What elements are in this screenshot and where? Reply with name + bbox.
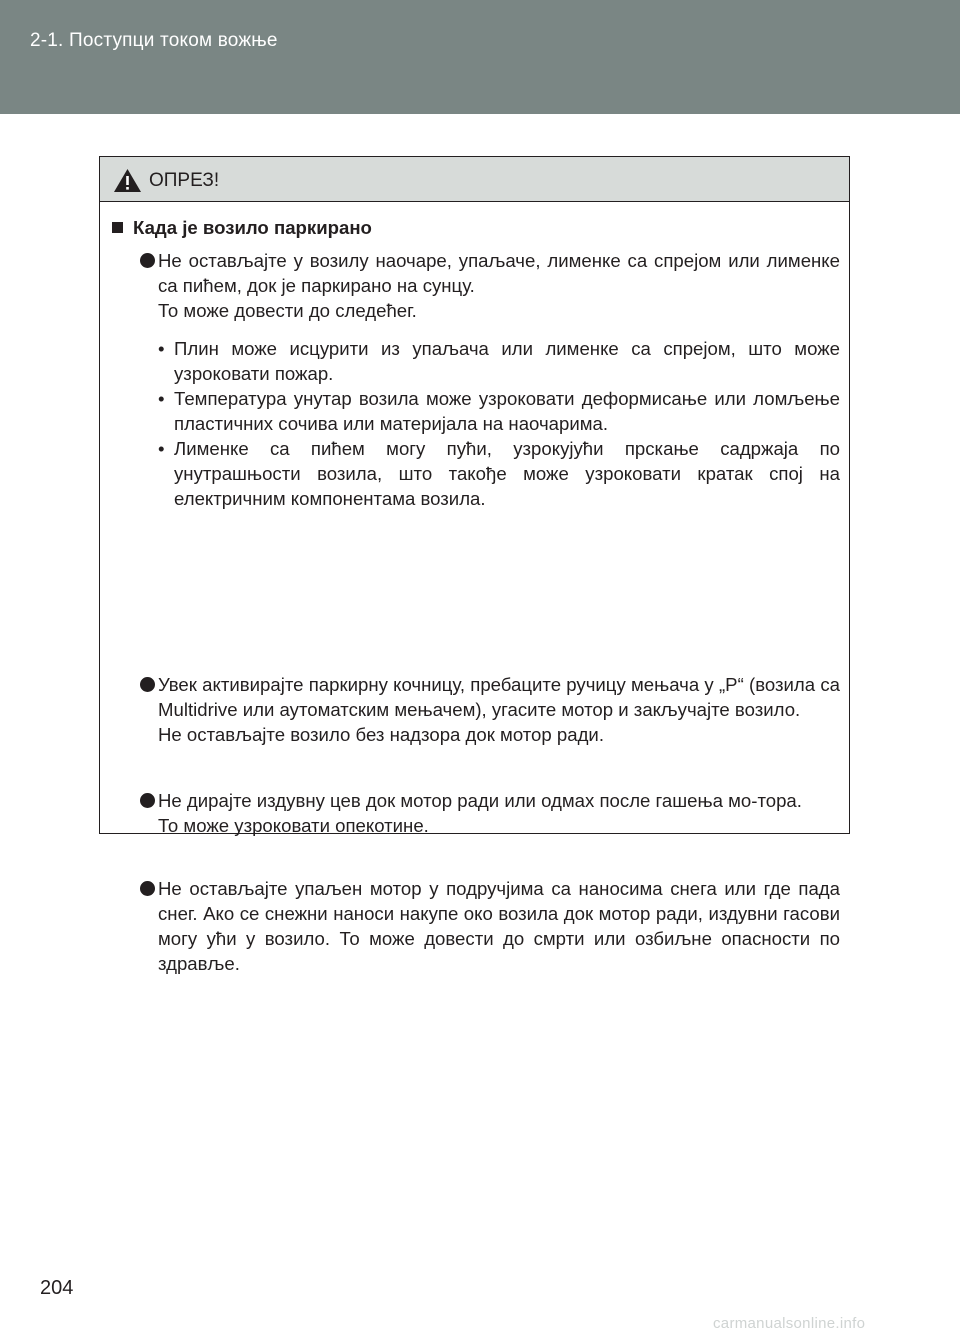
item-text: Не остављајте у возилу наочаре, упаљаче, лименке са спрејом или лименке са пићем, док је паркирано на сунцу. xyxy=(158,250,840,296)
round-bullet-icon xyxy=(140,253,155,268)
item-text: Не дирајте издувну цев док мотор ради или одмах после гашења мо-тора. xyxy=(158,790,802,811)
item-text: То може узроковати опекотине. xyxy=(158,815,429,836)
caution-item xyxy=(140,672,840,747)
caution-item xyxy=(140,788,840,838)
page-number: 204 xyxy=(40,1277,74,1299)
sub-bullet-icon: • xyxy=(158,438,165,459)
round-bullet-icon xyxy=(140,793,155,808)
sub-item xyxy=(158,436,840,511)
item-text: Не остављајте упаљен мотор у подручјима са наносима снега или где пада снег. Ако се снежни наноси накупе око возила док мотор ради, издувни гасови могу ући у возило. То може довести до смрти или озбиљне опасности по здравље. xyxy=(158,878,840,974)
watermark: carmanualsonline.info xyxy=(713,1315,866,1332)
caution-item xyxy=(140,248,840,511)
caution-header xyxy=(100,157,849,202)
sub-bullet-icon: • xyxy=(158,388,165,409)
header-band xyxy=(0,0,960,114)
caution-title: ОПРЕЗ! xyxy=(149,170,220,191)
square-bullet-icon xyxy=(112,222,123,233)
item-text: То може довести до следећег. xyxy=(158,300,417,321)
section-title: 2-1. Поступци током вожње xyxy=(30,30,278,51)
caution-item xyxy=(140,876,840,976)
sub-bullet-icon: • xyxy=(158,338,165,359)
sub-item xyxy=(158,336,840,386)
sub-item xyxy=(158,386,840,436)
sub-item-text: Лименке са пићем могу пући, узрокујући прскање садржаја по унутрашњости возила, што такође може узроковати кратак спој на електричним компонентама возила. xyxy=(174,438,840,509)
round-bullet-icon xyxy=(140,677,155,692)
caution-box xyxy=(99,156,850,974)
warning-triangle-icon xyxy=(113,168,142,193)
topic-heading xyxy=(112,215,372,240)
item-text: Увек активирајте паркирну кочницу, пребаците ручицу мењача у „P“ (возила са Multidrive или аутоматским мењачем), угасите мотор и закључајте возило. xyxy=(158,674,840,720)
topic-text: Када је возило паркирано xyxy=(133,217,372,238)
sub-item-text: Температура унутар возила може узроковати деформисање или ломљење пластичних сочива или материјала на наочарима. xyxy=(174,388,840,434)
round-bullet-icon xyxy=(140,881,155,896)
item-text: Не остављајте возило без надзора док мотор ради. xyxy=(158,724,604,745)
sub-item-text: Плин може исцурити из упаљача или лименке са спрејом, што може узроковати пожар. xyxy=(174,338,840,384)
